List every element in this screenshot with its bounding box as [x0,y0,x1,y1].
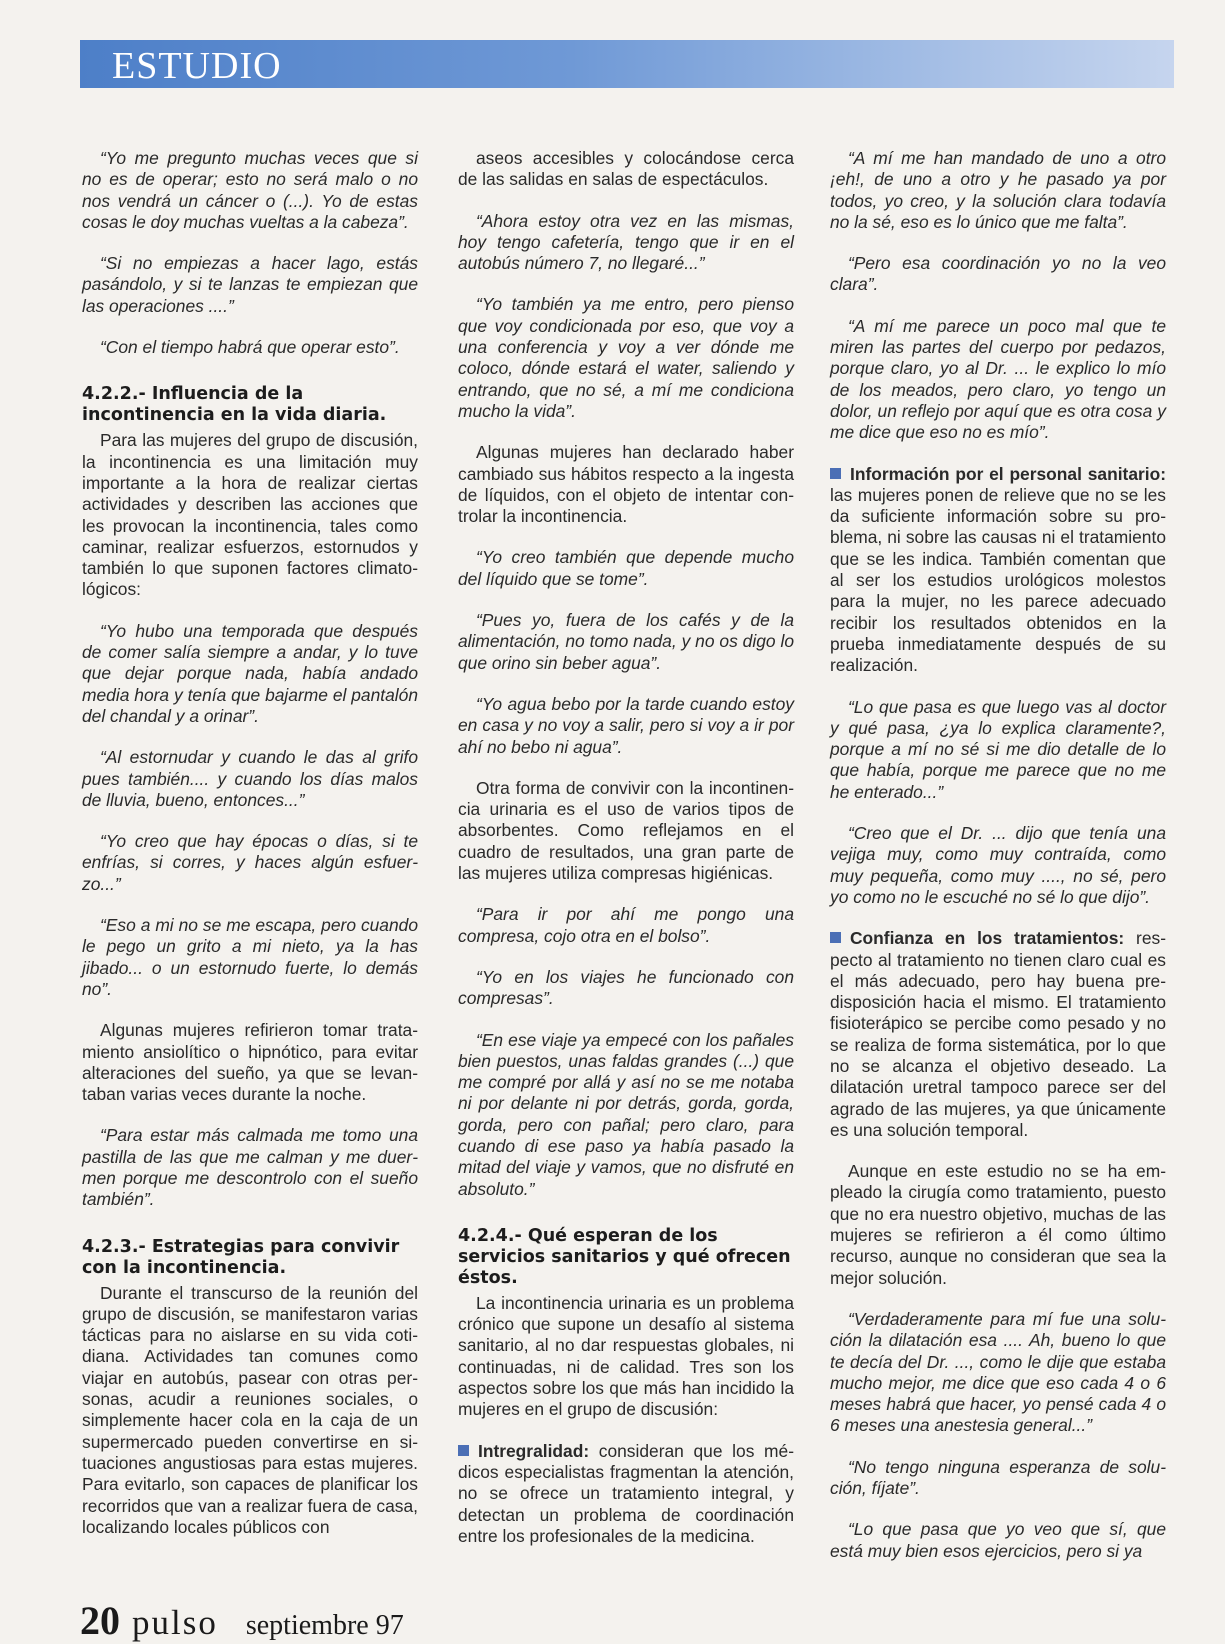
page-number: 20 [80,1598,120,1643]
bullet-text: las mujeres ponen de relieve que no se les da suficiente información sobre su problema, ni sobre las causas ni el tratamiento que se les indica. También comentan que al ser los estudios urológicos molestos para la mujer, no les parece adecuado recibir los resultados obtenidos en la prueba inmediatamente después de su realización. [830,484,1166,676]
bullet-square-icon [830,932,841,943]
body-paragraph: Durante el transcurso de la reunión del grupo de discusión, se manifestaron varias tácticas para no aislarse en su vida cotidiana. Actividades tan comunes como viajar en autobús, pasear con otras personas, acudir a reuniones sociales, o simplemente hacer cola en la caja de un supermercado pueden convertirse en situaciones angustiosas para estas mujeres. Para evitarlo, son capaces de planificar los recorridos que van a realizar fuera de casa, localizando locales públicos con [82,1282,418,1537]
quote-paragraph: “Yo me pregunto muchas veces que si no es de operar; esto no será malo o no nos vendrá un cáncer o (...). Yo de estas cosas le doy muchas vueltas a la cabeza”. [82,148,418,232]
body-paragraph: Aunque en este estudio no se ha empleado la cirugía como tratamiento, puesto que no era nuestro objetivo, muchas de las mujeres se refirieron a él como último recurso, aunque no consideran que sea la mejor solución. [830,1161,1166,1288]
body-paragraph: La incontinencia urinaria es un problema crónico que supone un desafío al sistema sanitario, al no dar respuestas globales, ni continuadas, ni de calidad. Tres son los aspectos sobre los que más han incidido la mujeres en el grupo de discusión: [458,1292,794,1420]
section-heading: 4.2.4.- Qué esperan de los servicios sanitarios y qué ofrecen éstos. [458,1225,791,1288]
quote-paragraph: “Para estar más calmada me tomo una pastilla de las que me calman y me duermen porque me descontrolo con el sueño también”. [82,1125,418,1210]
bullet-lead: Confianza en los tratamientos: [850,928,1125,949]
quote-paragraph: “Creo que el Dr. ... dijo que tenía una vejiga muy, como muy contraída, como muy pequeña, como muy ...., no sé, pero yo como no le escuché no sé lo que dijo”. [830,823,1166,907]
page-footer [80,1597,404,1644]
section-heading: 4.2.3.- Estrategias para convivir con la incontinencia. [82,1236,400,1278]
quote-paragraph: “Para ir por ahí me pongo una compresa, cojo otra en el bolso”. [458,904,794,946]
quote-paragraph: “En ese viaje ya empecé con los pañales bien puestos, unas faldas grandes (...) que me compré por allá y así no se me notaba ni por delante ni por detrás, gorda, gorda, gorda, pero con pañal; pero claro, para cuando di ese paso ya había pasado la mitad del viaje y vamos, que no disfruté en absoluto.” [458,1029,794,1199]
quote-paragraph: “Yo en los viajes he funcionado con compresas”. [458,966,794,1009]
quote-paragraph: “Si no empiezas a hacer lago, estás pasándolo, y si te lanzas te empiezan que las operaciones ....” [82,253,418,316]
article-column-2 [458,148,794,1547]
quote-paragraph: “Yo creo que hay épocas o días, si te enfrías, si corres, y haces algún esfuerzo...” [82,831,418,894]
quote-paragraph: “Yo agua bebo por la tarde cuando estoy en casa y no voy a salir, pero si voy a ir por ahí no bebo ni agua”. [458,693,794,757]
quote-paragraph: “Yo creo también que depende mucho del líquido que se tome”. [458,547,794,589]
quote-paragraph: “Pues yo, fuera de los cafés y de la alimentación, no tomo nada, y no os digo lo que orino sin beber agua”. [458,610,794,673]
bullet-text: consideran que los médicos especialistas fragmentan la atención, no se ofrece un tratamiento integral, y detectan un problema de coordinación entre los profesionales de la medicina. [458,1440,794,1546]
bullet-paragraph [458,1441,794,1547]
bullet-lead: Información por el personal sanitario: [850,463,1166,484]
body-paragraph: aseos accesibles y colocándose cerca de las salidas en salas de espectáculos. [458,148,794,190]
magazine-name: pulso [132,1603,218,1642]
quote-paragraph: “A mí me parece un poco mal que te miren las partes del cuerpo por pedazos, porque claro, yo al Dr. ... le explico lo mío de los meados, pero claro, yo tengo un dolor, un reflejo por aquí que es otra cosa y me dice que eso no es mío”. [830,315,1166,443]
section-heading: 4.2.2.- Influencia de la incontinencia en la vida diaria. [82,384,387,426]
bullet-paragraph [830,928,1166,1141]
body-paragraph: Algunas mujeres refirieron tomar tratamiento ansiolítico o hipnótico, para evitar alteraciones del sueño, ya que se levantaban varias veces durante la noche. [82,1020,418,1105]
article-column-3 [830,148,1166,1562]
quote-paragraph: “Ahora estoy otra vez en las mismas, hoy tengo cafetería, tengo que ir en el autobús número 7, no llegaré...” [458,210,794,274]
quote-paragraph: “Con el tiempo habrá que operar esto”. [100,337,400,358]
article-column-1 [82,148,418,1538]
bullet-square-icon [830,468,841,479]
quote-paragraph: “Yo también ya me entro, pero pienso que voy condicionada por eso, que voy a una conferencia y voy a ver dónde me coloco, dónde estará el water, saliendo y entrando, que no sé, a mí me condiciona mucho la vida”. [458,294,794,421]
bullet-text: respecto al tratamiento no tienen claro cual es el más adecuado, pero hay buena predisposición hacia el mismo. El tratamiento fisioterápico se percibe como pesado y no se realiza de forma sistemática, por lo que no se alcanza el objetivo deseado. La dilatación uretral tampoco parece ser del agrado de las mujeres, ya que únicamente es una solución temporal. [830,928,1166,1140]
quote-paragraph: “Verdaderamente para mí fue una solución la dilatación esa .... Ah, bueno lo que te decía del Dr. ..., como le dije que estaba mucho mejor, me dice que eso cada 4 o 6 meses habrá que hacer, yo pensé cada 4 o 6 meses una anestesia general...” [830,1308,1166,1436]
body-paragraph: Algunas mujeres han declarado haber cambiado sus hábitos respecto a la ingesta de líquidos, con el objeto de intentar controlar la incontinencia. [458,442,794,527]
quote-paragraph: “Yo hubo una temporada que después de comer salía siempre a andar, y lo tuve que dejar porque nada, había andado media hora y tenía que bajarme el pantalón del chandal y a orinar”. [82,620,418,726]
bullet-lead: Intregralidad: [478,1440,590,1461]
bullet-paragraph [830,464,1166,677]
body-paragraph: Otra forma de convivir con la incontinencia urinaria es el uso de varios tipos de absorbentes. Como reflejamos en el cuadro de resultados, una gran parte de las mujeres utiliza compresas higiénicas. [458,777,794,884]
body-paragraph: Para las mujeres del grupo de discusión, la incontinencia es una limitación muy importante a la hora de realizar ciertas actividades y describen las acciones que les provocan la incontinencia, tales como caminar, realizar esfuerzos, estornudos y también lo que suponen factores climatológicos: [82,430,418,600]
quote-paragraph: “Al estornudar y cuando le das al grifo pues también.... y cuando los días malos de lluvia, bueno, entonces...” [82,747,418,810]
quote-paragraph: “A mí me han mandado de uno a otro ¡eh!, de uno a otro y he pasado ya por todos, yo creo, y la solución clara todavía no la sé, eso es lo único que me falta”. [830,148,1166,232]
section-title: ESTUDIO [112,45,282,87]
quote-paragraph: “Eso a mi no se me escapa, pero cuando le pego un grito a mi nieto, ya la has jibado... o un estornudo fuerte, lo demás no”. [82,915,418,999]
quote-paragraph: “Lo que pasa es que luego vas al doctor y qué pasa, ¿ya lo explica claramente?, porque a mí no sé si me dio detalle de lo que había, porque me parece que no me he enterado...” [830,696,1166,802]
bullet-square-icon [458,1445,469,1456]
quote-paragraph: “Lo que pasa que yo veo que sí, que está muy bien esos ejercicios, pero si ya [830,1519,1166,1561]
issue-date: septiembre 97 [245,1610,404,1641]
quote-paragraph: “No tengo ninguna esperanza de solución, fíjate”. [830,1456,1166,1499]
quote-paragraph: “Pero esa coordinación yo no la veo clara”. [830,253,1166,295]
